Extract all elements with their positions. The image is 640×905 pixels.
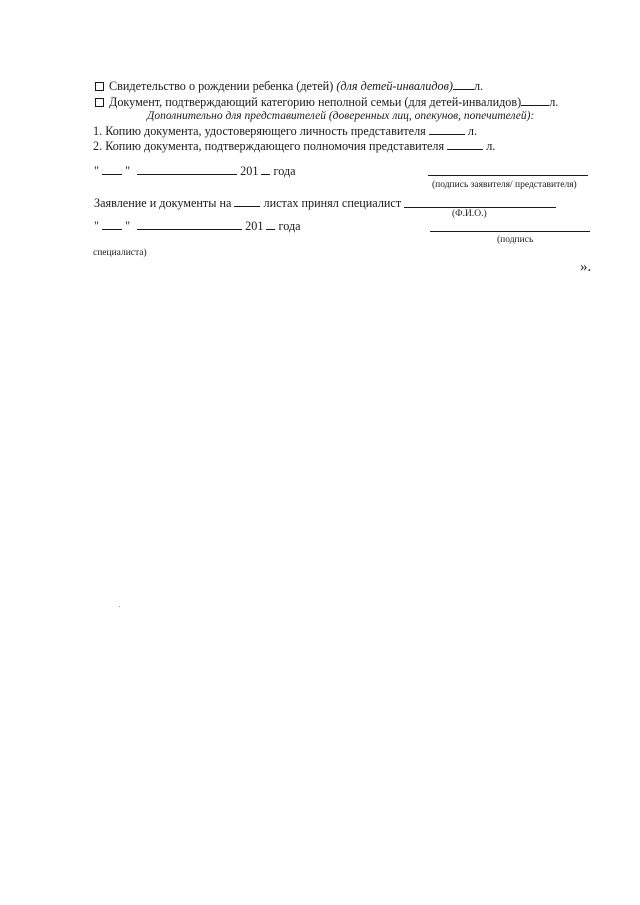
pages-suffix: л.: [486, 139, 496, 153]
specialist-date-line: [94, 219, 301, 233]
year-word: года: [273, 164, 296, 178]
pages-blank: [453, 79, 474, 90]
pages-blank: [447, 139, 483, 150]
applicant-signature-caption: (подпись заявителя/ представителя): [432, 180, 577, 190]
accepted-text-before: Заявление и документы на: [94, 196, 232, 210]
year-word: года: [278, 219, 301, 233]
representative-item-text: 2. Копию документа, подтверждающего полномочия представителя: [93, 139, 445, 153]
year-blank[interactable]: [266, 219, 275, 230]
specialist-signature-caption-1: (подпись: [497, 235, 534, 245]
day-blank[interactable]: [102, 164, 122, 175]
year-prefix: 201: [240, 164, 259, 178]
checklist-item-birth-certificate: [95, 79, 483, 93]
checklist-item-single-parent-document: [95, 95, 558, 109]
specialist-signature-line[interactable]: [430, 231, 590, 232]
close-quote: ": [125, 219, 131, 233]
applicant-signature-line[interactable]: [428, 175, 588, 176]
pages-suffix: л.: [549, 95, 559, 109]
pages-blank: [429, 124, 465, 135]
accepted-text-after: листах принял специалист: [263, 196, 402, 210]
month-blank[interactable]: [137, 164, 237, 175]
specialist-signature-caption-2: специалиста): [93, 248, 147, 258]
sheets-count-blank[interactable]: [234, 196, 260, 207]
open-quote: ": [94, 164, 99, 178]
checklist-item-text: Свидетельство о рождении ребенка (детей): [109, 79, 334, 93]
year-blank[interactable]: [261, 164, 270, 175]
pages-suffix: л.: [467, 124, 478, 138]
checkbox[interactable]: [95, 98, 104, 107]
open-quote: ": [94, 219, 99, 233]
year-prefix: 201: [245, 219, 264, 233]
day-blank[interactable]: [102, 219, 122, 230]
pages-suffix: л.: [473, 79, 484, 93]
checklist-item-text: Документ, подтверждающий категорию неполной семьи (для детей-инвалидов): [109, 95, 522, 109]
checklist-item-note: (для детей-инвалидов): [336, 79, 453, 93]
accepted-line: [94, 196, 401, 210]
representative-item-authority: [93, 139, 495, 153]
pages-blank: [521, 95, 549, 106]
close-quote: ": [125, 164, 131, 178]
specialist-name-caption: (Ф.И.О.): [452, 209, 487, 219]
representative-item-identity: [93, 124, 477, 138]
closing-mark: ».: [580, 259, 592, 275]
scan-speck: [119, 606, 120, 607]
checkbox[interactable]: [95, 82, 104, 91]
representatives-heading: Дополнительно для представителей (доверенных лиц, опекунов, попечителей):: [147, 110, 535, 122]
representative-item-text: 1. Копию документа, удостоверяющего личность представителя: [93, 124, 426, 138]
month-blank[interactable]: [137, 219, 242, 230]
specialist-name-line[interactable]: [404, 207, 556, 208]
applicant-date-line: [94, 164, 296, 178]
